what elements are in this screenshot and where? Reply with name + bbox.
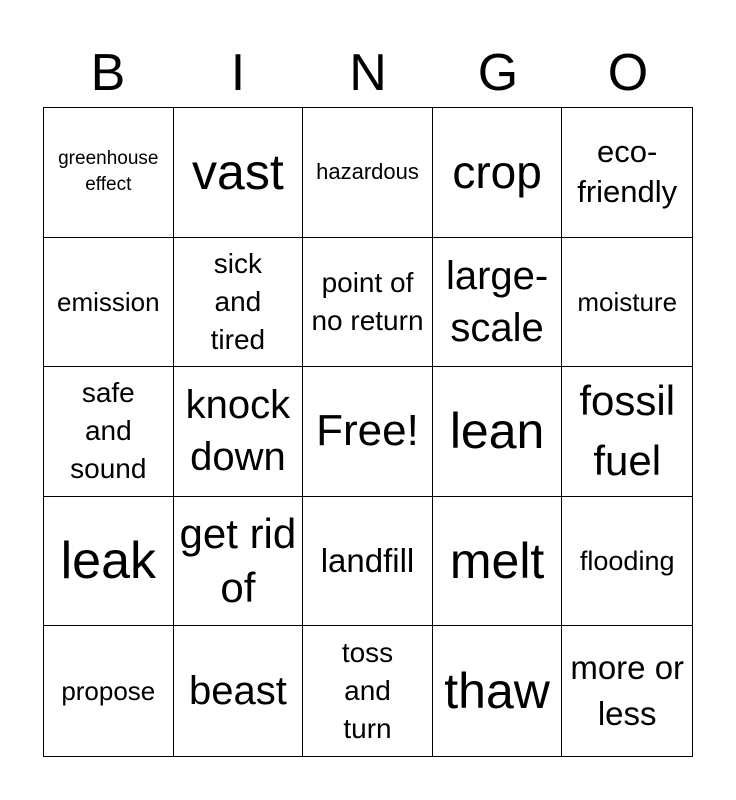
bingo-cell-r3c5[interactable] bbox=[562, 367, 692, 497]
bingo-cell-r2c1[interactable] bbox=[44, 238, 174, 368]
bingo-cell-r5c3[interactable] bbox=[303, 626, 433, 756]
bingo-cell-r2c5[interactable] bbox=[562, 238, 692, 368]
bingo-cell-r1c4[interactable] bbox=[433, 108, 563, 238]
bingo-cell-r3c4[interactable] bbox=[433, 367, 563, 497]
bingo-cell-r5c5[interactable] bbox=[562, 626, 692, 756]
bingo-cell-r5c4[interactable] bbox=[433, 626, 563, 756]
cell-text: vast bbox=[192, 144, 284, 201]
bingo-header bbox=[43, 38, 693, 108]
header-letter-o: O bbox=[607, 44, 649, 102]
cell-text: point of no return bbox=[311, 266, 424, 336]
header-letter-i: I bbox=[230, 44, 246, 102]
cell-text: emission bbox=[57, 286, 160, 317]
bingo-cell-r1c5[interactable] bbox=[562, 108, 692, 238]
cell-text: toss and turn bbox=[341, 637, 394, 745]
bingo-cell-r4c3[interactable] bbox=[303, 497, 433, 627]
bingo-cell-r1c2[interactable] bbox=[174, 108, 304, 238]
cell-text: crop bbox=[452, 146, 542, 199]
bingo-cell-r5c2[interactable] bbox=[174, 626, 304, 756]
cell-text: hazardous bbox=[316, 159, 419, 185]
cell-text: large-scale bbox=[445, 253, 549, 350]
bingo-cell-r2c4[interactable] bbox=[433, 238, 563, 368]
cell-text: melt bbox=[449, 533, 545, 590]
cell-text: greenhouse effect bbox=[58, 148, 159, 196]
cell-text: safe and sound bbox=[70, 377, 147, 485]
bingo-cell-r3c1[interactable] bbox=[44, 367, 174, 497]
bingo-cell-r2c3[interactable] bbox=[303, 238, 433, 368]
cell-text: landfill bbox=[320, 542, 415, 580]
cell-text: eco-friendly bbox=[577, 134, 678, 210]
bingo-cell-r5c1[interactable] bbox=[44, 626, 174, 756]
cell-text: fossil fuel bbox=[579, 377, 676, 485]
bingo-cell-r1c1[interactable] bbox=[44, 108, 174, 238]
cell-text: knock down bbox=[185, 383, 291, 480]
cell-text: Free! bbox=[316, 406, 419, 456]
cell-text: moisture bbox=[577, 286, 678, 317]
header-letter-b: B bbox=[90, 44, 126, 102]
bingo-cell-r1c3[interactable] bbox=[303, 108, 433, 238]
cell-text: sick and tired bbox=[210, 247, 266, 355]
bingo-cell-r4c5[interactable] bbox=[562, 497, 692, 627]
cell-text: thaw bbox=[444, 663, 550, 720]
cell-text: propose bbox=[61, 676, 156, 707]
bingo-cell-r4c4[interactable] bbox=[433, 497, 563, 627]
cell-text: get rid of bbox=[179, 510, 297, 612]
bingo-cell-r3c2[interactable] bbox=[174, 367, 304, 497]
bingo-card-grid bbox=[43, 107, 693, 757]
header-letter-n: N bbox=[349, 44, 387, 102]
bingo-cell-r3c3[interactable] bbox=[303, 367, 433, 497]
header-letter-g: G bbox=[477, 44, 519, 102]
cell-text: more or less bbox=[570, 649, 685, 733]
bingo-cell-r2c2[interactable] bbox=[174, 238, 304, 368]
bingo-cell-r4c2[interactable] bbox=[174, 497, 304, 627]
cell-text: leak bbox=[60, 532, 156, 591]
cell-text: beast bbox=[188, 669, 287, 714]
bingo-cell-r4c1[interactable] bbox=[44, 497, 174, 627]
cell-text: flooding bbox=[579, 546, 675, 577]
cell-text: lean bbox=[449, 403, 545, 460]
